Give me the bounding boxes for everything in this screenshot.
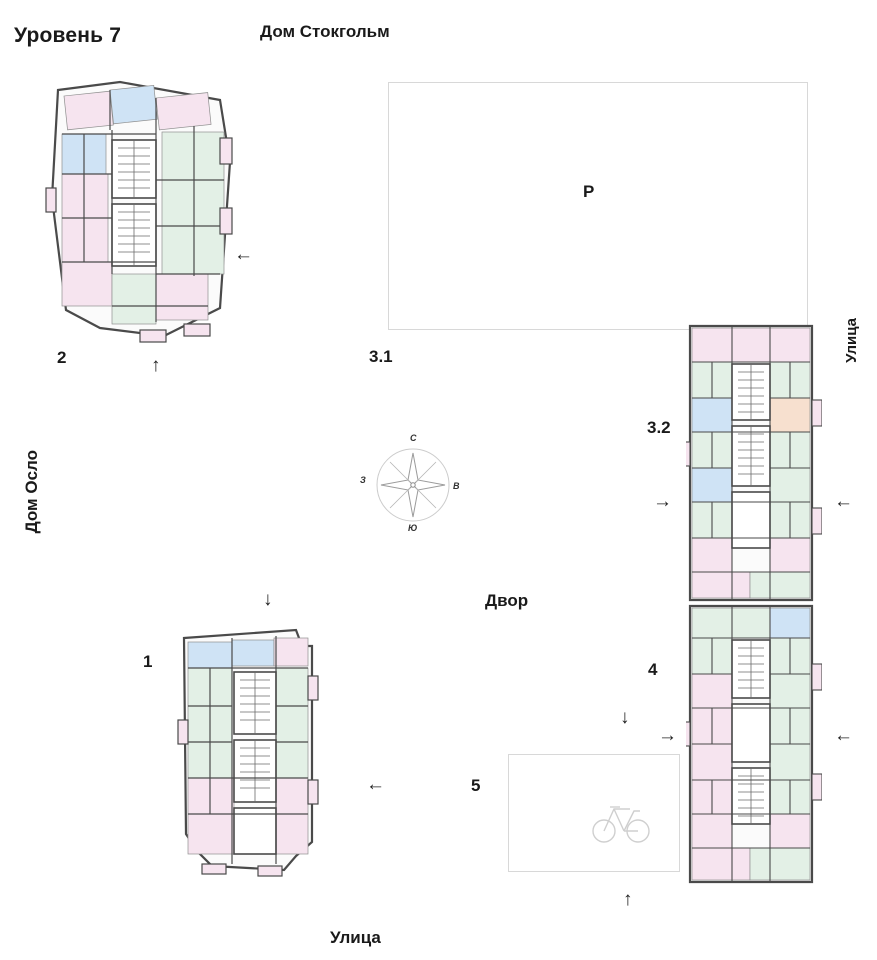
block-2-floorplan[interactable]: [44, 78, 244, 348]
compass-north: С: [410, 433, 417, 443]
arrow-block4-left: ←: [834, 725, 853, 746]
arrow-block1-left: ←: [366, 774, 385, 795]
arrow-block4-up: ↑: [623, 889, 633, 910]
arrow-block1-down: ↓: [263, 589, 273, 610]
block-3-2-floorplan[interactable]: [686, 322, 822, 604]
arrow-block2-up: ↑: [151, 355, 161, 376]
block-label-5: 5: [471, 776, 481, 795]
bicycle-icon: [590, 795, 654, 847]
block-label-1: 1: [143, 652, 153, 671]
block-parking-outline[interactable]: [388, 82, 808, 330]
block-label-4: 4: [648, 660, 658, 679]
label-yard: Двор: [485, 591, 529, 610]
arrow-block32-right: →: [653, 491, 672, 512]
page-title: Уровень 7: [14, 24, 122, 47]
compass-west: З: [360, 475, 366, 485]
compass-east: В: [453, 481, 460, 491]
label-house-stockholm: Дом Стокгольм: [260, 22, 390, 41]
block-label-3-2: 3.2: [647, 418, 671, 437]
arrow-block2-left: ←: [234, 244, 253, 265]
block-4-floorplan[interactable]: [686, 604, 822, 886]
label-street-right: Улица: [843, 318, 860, 363]
compass-south: Ю: [408, 523, 418, 533]
label-street-bottom: Улица: [330, 928, 381, 947]
label-house-oslo: Дом Осло: [22, 450, 41, 534]
arrow-block4-down: ↓: [620, 707, 630, 728]
arrow-block32-left: ←: [834, 491, 853, 512]
block-label-parking: P: [583, 182, 595, 201]
block-1-floorplan[interactable]: [172, 620, 348, 878]
compass-rose: [360, 433, 463, 535]
block-label-2: 2: [57, 348, 67, 367]
block-label-3-1: 3.1: [369, 347, 393, 366]
arrow-block4-right: →: [658, 725, 677, 746]
